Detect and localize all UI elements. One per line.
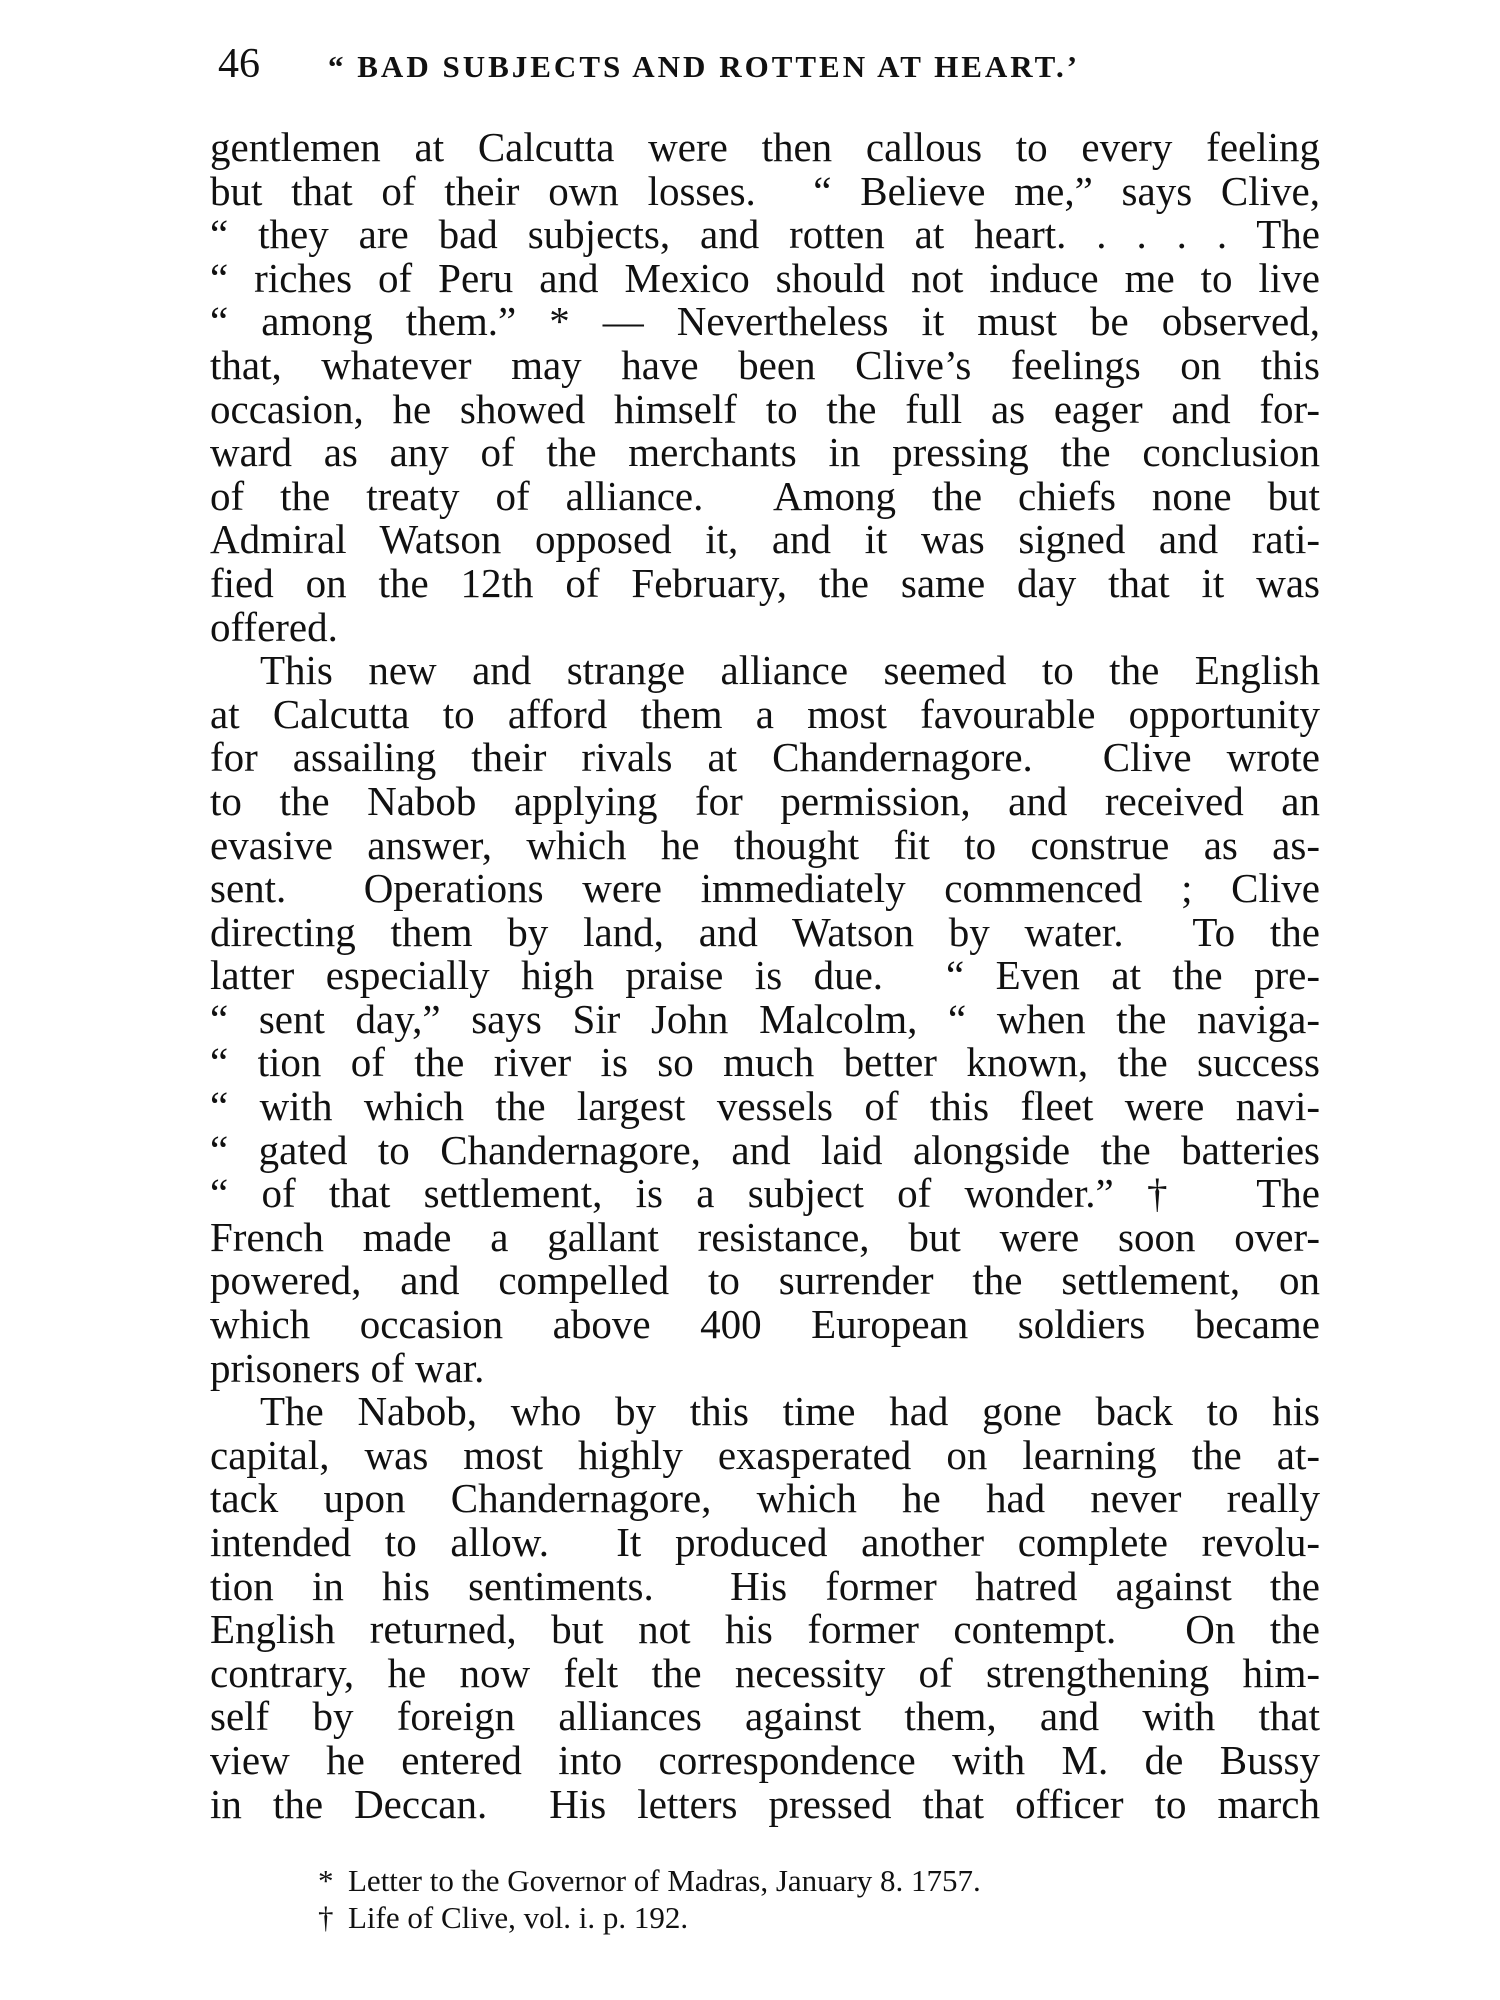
text-line: tack upon Chandernagore, which he had never really [210,1475,1320,1522]
text-line: tion in his sentiments. His former hatred against the [210,1562,1320,1609]
page-number: 46 [218,41,260,87]
footnote-mark: † [318,1900,334,1935]
text-line: offered. [210,603,338,650]
footnote-text: Life of Clive, vol. i. p. 192. [348,1900,689,1935]
text-line: gentlemen at Calcutta were then callous to every feeling [210,124,1320,170]
text-line: self by foreign alliances against them, and with that [210,1693,1320,1740]
text-line: evasive answer, which he thought fit to construe as as- [210,821,1320,868]
text-line: ward as any of the merchants in pressing the conclusion [210,429,1320,476]
text-line: The Nabob, who by this time had gone back to his [260,1388,1320,1435]
body-text [210,126,1320,1826]
footnote [318,1862,1218,1899]
text-line: French made a gallant resistance, but were soon over- [210,1213,1320,1260]
text-line: view he entered into correspondence with M. de Bussy [210,1736,1320,1783]
footnotes [318,1862,1218,1936]
text-line: “ tion of the river is so much better known, the success [210,1039,1320,1086]
text-line: capital, was most highly exasperated on learning the at- [210,1431,1320,1478]
running-head [218,40,1248,100]
text-line: occasion, he showed himself to the full as eager and for- [210,385,1320,432]
text-line: in the Deccan. His letters pressed that officer to march [210,1780,1320,1827]
footnote-text: Letter to the Governor of Madras, January 8. 1757. [348,1863,981,1898]
text-line: “ among them.” * — Nevertheless it must be observed, [210,298,1320,345]
text-line: “ with which the largest vessels of this fleet were navi- [210,1083,1320,1130]
text-line: that, whatever may have been Clive’s feelings on this [210,341,1320,388]
footnote [318,1899,1218,1936]
running-title: “ BAD SUBJECTS AND ROTTEN AT HEART.’ [328,49,1081,84]
text-line: “ sent day,” says Sir John Malcolm, “ when the naviga- [210,995,1320,1042]
text-line: prisoners of war. [210,1344,485,1391]
text-line: directing them by land, and Watson by water. To the [210,908,1320,955]
text-line: which occasion above 400 European soldiers became [210,1301,1320,1348]
text-line: “ riches of Peru and Mexico should not induce me to live [210,254,1320,301]
text-line: “ they are bad subjects, and rotten at heart. . . . . The [210,211,1320,258]
text-line: Admiral Watson opposed it, and it was signed and rati- [210,516,1320,563]
text-line: fied on the 12th of February, the same day that it was [210,559,1320,606]
text-line: English returned, but not his former contempt. On the [210,1606,1320,1653]
text-line: for assailing their rivals at Chandernagore. Clive wrote [210,734,1320,781]
text-line: “ of that settlement, is a subject of wonder.” † The [210,1170,1320,1217]
text-line: “ gated to Chandernagore, and laid alongside the batteries [210,1126,1320,1173]
text-line: of the treaty of alliance. Among the chiefs none but [210,472,1320,519]
text-line: intended to allow. It produced another complete revolu- [210,1519,1320,1565]
text-line: to the Nabob applying for permission, and received an [210,777,1320,824]
text-line: This new and strange alliance seemed to the English [260,647,1320,694]
footnote-mark: * [318,1863,334,1898]
text-line: powered, and compelled to surrender the settlement, on [210,1257,1320,1304]
text-line: but that of their own losses. “ Believe me,” says Clive, [210,167,1320,214]
text-line: contrary, he now felt the necessity of strengthening him- [210,1649,1320,1696]
text-line: sent. Operations were immediately commenced ; Clive [210,865,1320,912]
text-line: at Calcutta to afford them a most favourable opportunity [210,690,1320,737]
text-line: latter especially high praise is due. “ Even at the pre- [210,952,1320,999]
